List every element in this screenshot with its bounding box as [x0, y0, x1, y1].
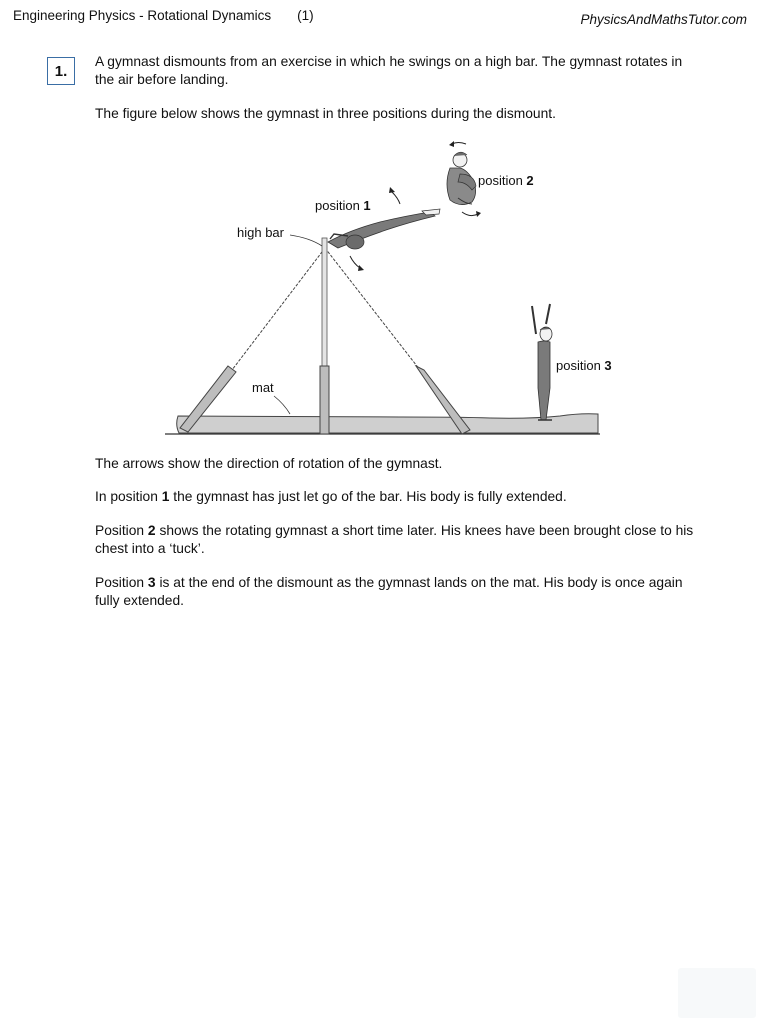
document-title: Engineering Physics - Rotational Dynamics	[13, 8, 272, 23]
position-1-label: position 1	[315, 198, 371, 213]
rotation-arrow-2b	[462, 212, 478, 216]
arrows-note: The arrows show the direction of rotation of the gymnast.	[95, 456, 443, 471]
position-2-label: position 2	[478, 173, 534, 188]
left-cable	[232, 248, 325, 370]
rotation-arrow-1a-head	[389, 187, 395, 193]
rotation-arrow-1b	[350, 256, 360, 268]
position-3-text: Position 3 is at the end of the dismount as the gymnast lands on the mat. His body is once again fully extended.	[95, 575, 683, 608]
gymnast-position-1	[328, 209, 440, 249]
rotation-arrow-1a	[392, 192, 400, 204]
gymnast-figure	[160, 138, 610, 440]
post-base	[320, 366, 329, 434]
gymnast-position-3	[532, 304, 552, 420]
mat-leader	[274, 396, 290, 414]
gymnast-diagram	[160, 138, 610, 440]
question-intro: A gymnast dismounts from an exercise in which he swings on a high bar. The gymnast rotates in the air before landing.	[95, 54, 683, 87]
question-number-box	[47, 57, 75, 85]
site-name: PhysicsAndMathsTutor.com	[580, 12, 747, 27]
position-1-text: In position 1 the gymnast has just let go of the bar. His body is fully extended.	[95, 489, 567, 504]
rotation-arrow-1b-head	[358, 265, 364, 271]
mat-label: mat	[252, 380, 274, 395]
rotation-arrow-2a	[452, 143, 466, 145]
question-number: 1.	[54, 62, 68, 80]
high-bar-label: high bar	[237, 225, 284, 240]
rotation-arrow-2a-head	[449, 141, 454, 147]
position-3-label: position 3	[556, 358, 612, 373]
position-2-text: Position 2 shows the rotating gymnast a short time later. His knees have been brought close to his chest into a ‘tuck’.	[95, 523, 694, 556]
paper-number: (1)	[297, 8, 314, 23]
gymnast-position-2	[447, 152, 476, 204]
figure-caption: The figure below shows the gymnast in three positions during the dismount.	[95, 106, 556, 121]
document-header	[13, 8, 314, 23]
mat-shape	[177, 414, 598, 433]
right-cable	[325, 248, 420, 370]
rotation-arrow-2b-head	[476, 211, 481, 217]
footer-watermark	[678, 968, 756, 1018]
high-bar-leader	[290, 235, 322, 246]
